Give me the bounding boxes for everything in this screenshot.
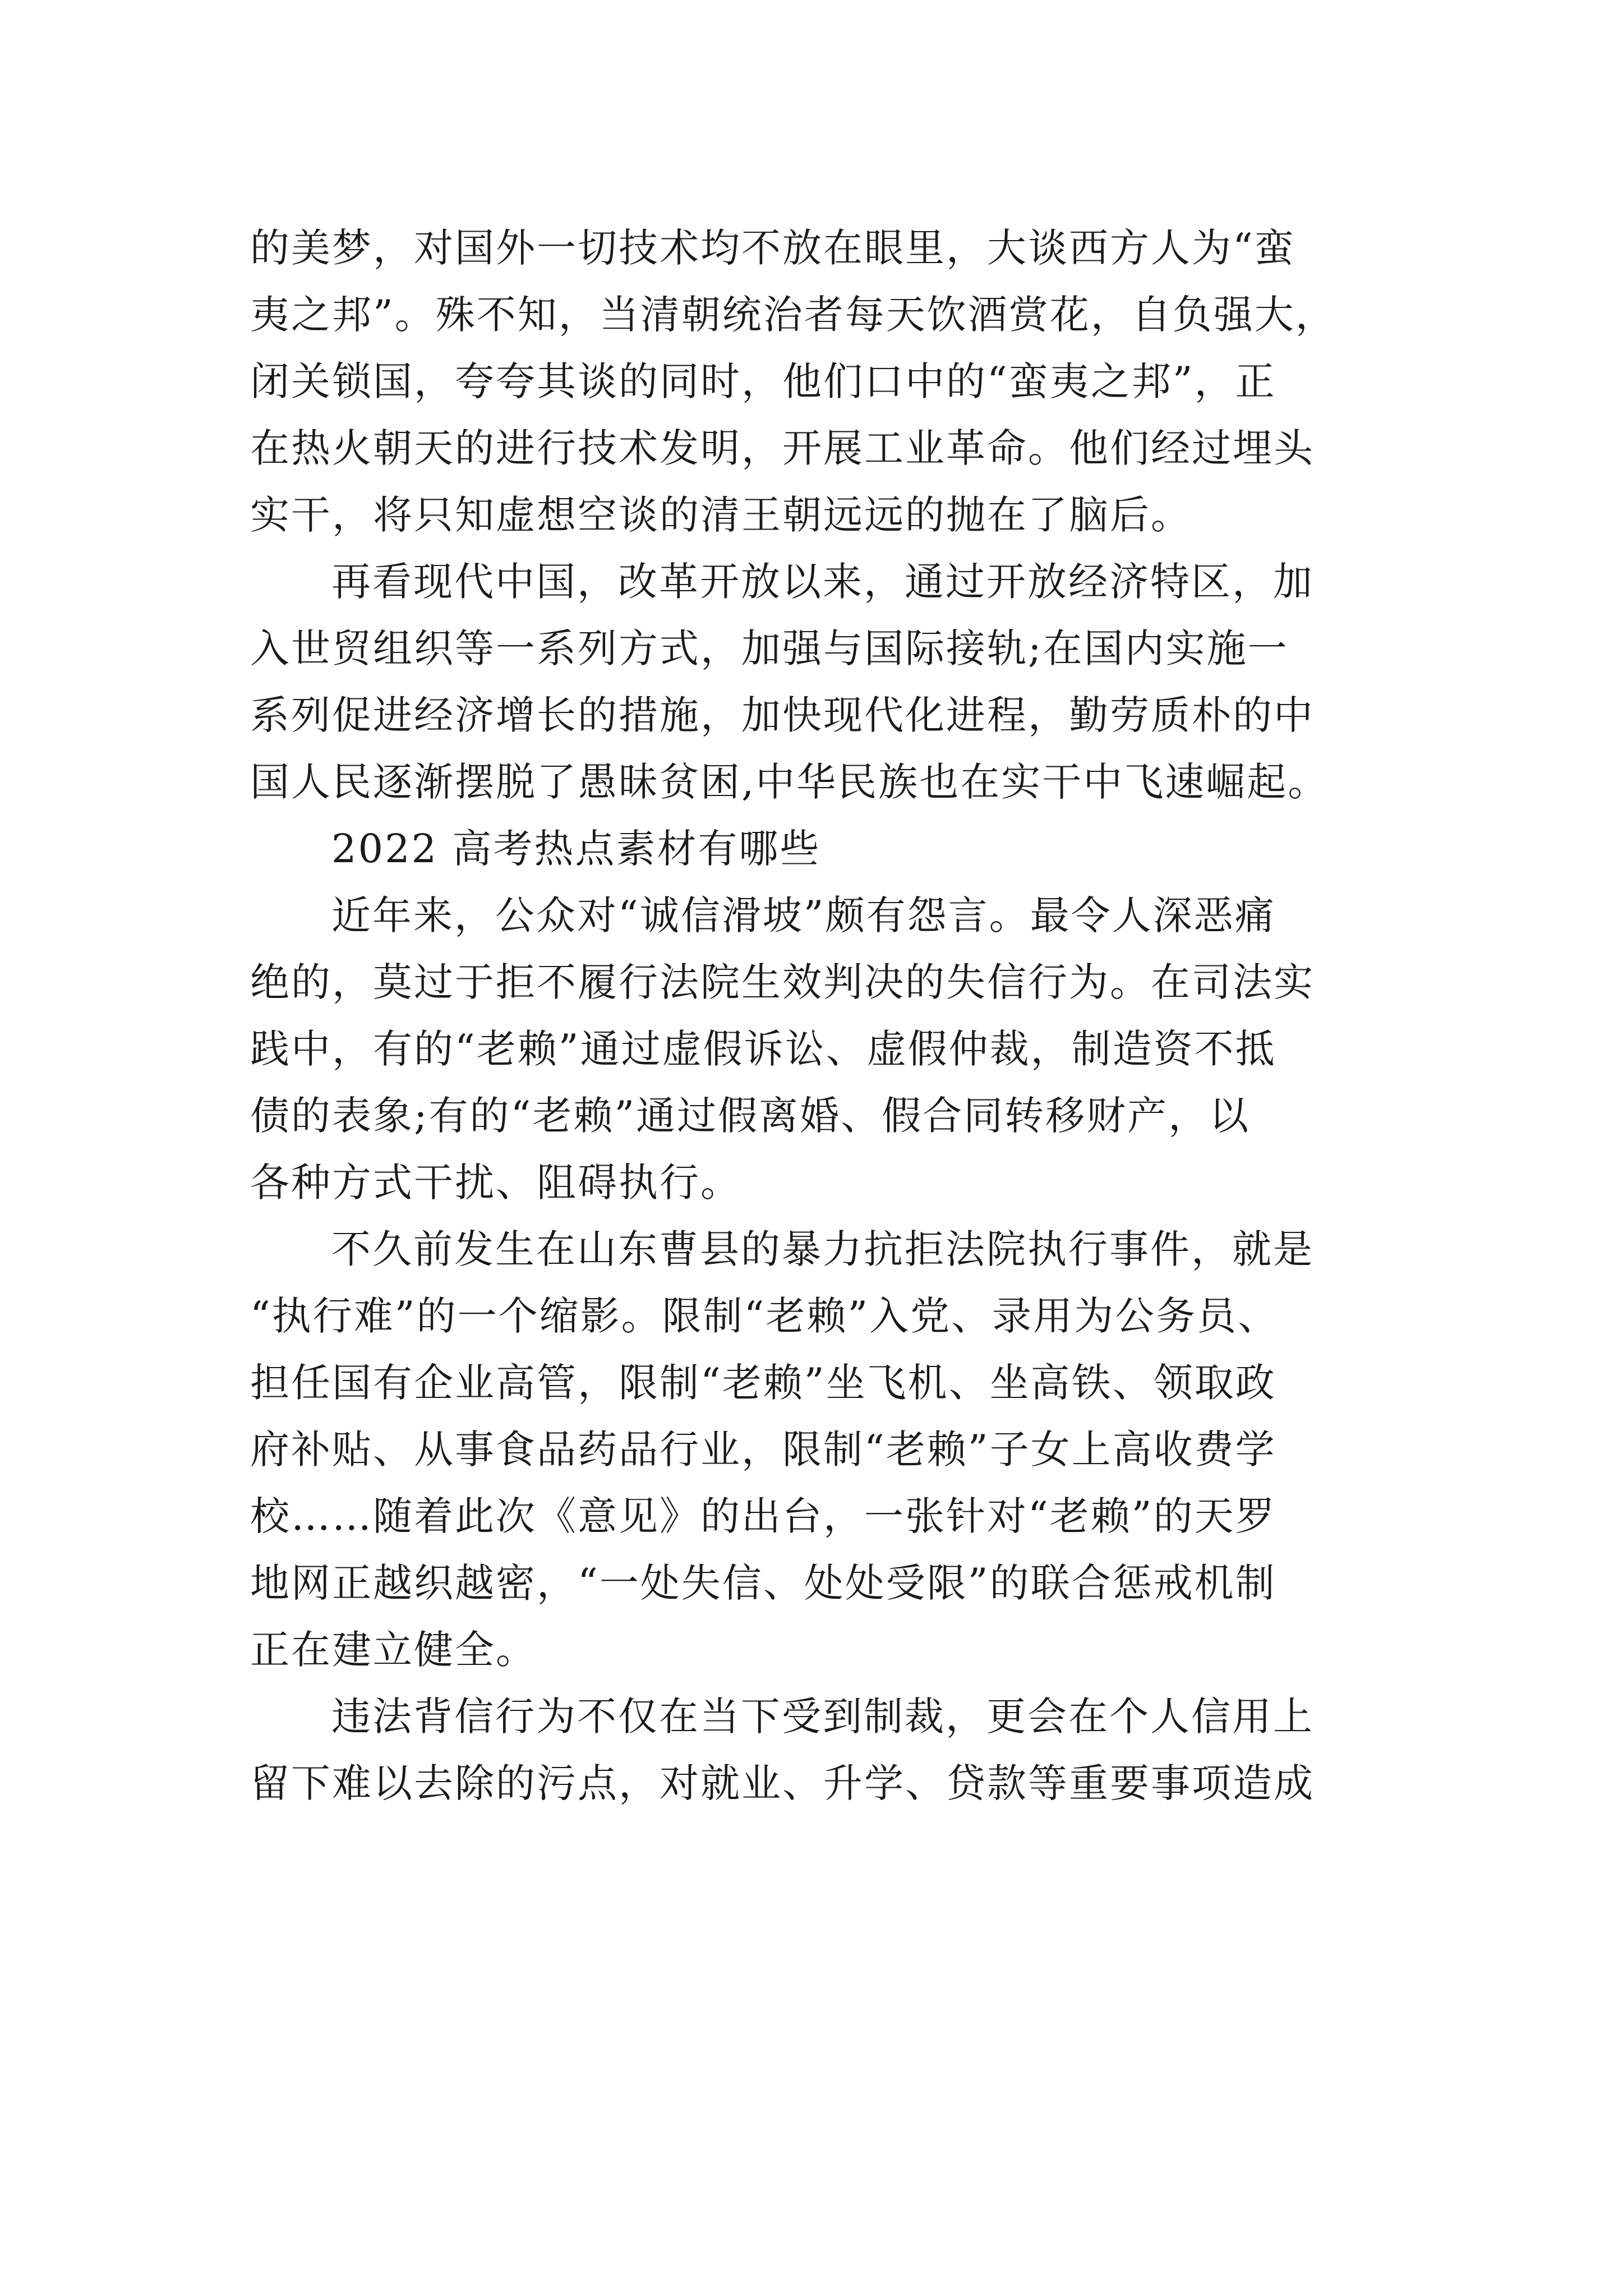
text-line: 践中，有的“老赖”通过虚假诉讼、虚假仲裁，制造资不抵 — [250, 1026, 1276, 1072]
text-line: 的美梦，对国外一切技术均不放在眼里，大谈西方人为“蛮 — [250, 225, 1295, 271]
body-text — [250, 217, 1389, 1819]
text-line: 正在建立健全。 — [250, 1627, 537, 1673]
text-line: 实干，将只知虚想空谈的清王朝远远的抛在了脑后。 — [250, 492, 1192, 538]
text-line: 入世贸组织等一系列方式，加强与国际接轨;在国内实施一 — [250, 625, 1289, 671]
text-line: 系列促进经济增长的措施，加快现代化进程，勤劳质朴的中 — [250, 692, 1315, 738]
text-line: 地网正越织越密，“一处失信、处处受限”的联合惩戒机制 — [250, 1560, 1276, 1606]
text-line: 担任国有企业高管，限制“老赖”坐飞机、坐高铁、领取政 — [250, 1360, 1276, 1406]
text-line: 闭关锁国，夸夸其谈的同时，他们口中的“蛮夷之邦”，正 — [250, 358, 1276, 404]
text-line: 校……随着此次《意见》的出台，一张针对“老赖”的天罗 — [250, 1493, 1276, 1539]
text-line: 各种方式干扰、阻碍执行。 — [250, 1159, 741, 1205]
text-line: 债的表象;有的“老赖”通过假离婚、假合同转移财产，以 — [250, 1093, 1251, 1139]
text-line: 留下难以去除的污点，对就业、升学、贷款等重要事项造成 — [250, 1760, 1315, 1806]
paragraph-start-line: 不久前发生在山东曹县的暴力抗拒法院执行事件，就是 — [331, 1226, 1314, 1272]
text-line: 国人民逐渐摆脱了愚昧贫困,中华民族也在实干中飞速崛起。 — [250, 759, 1329, 805]
paragraph-start-line: 再看现代中国，改革开放以来，通过开放经济特区，加 — [331, 559, 1314, 605]
paragraph-start-line: 违法背信行为不仅在当下受到制裁，更会在个人信用上 — [331, 1694, 1314, 1740]
text-line: 绝的，莫过于拒不履行法院生效判决的失信行为。在司法实 — [250, 959, 1315, 1005]
section-heading: 2022 高考热点素材有哪些 — [331, 826, 821, 872]
text-line: 夷之邦”。殊不知，当清朝统治者每天饮酒赏花，自负强大， — [250, 292, 1336, 338]
text-line: 在热火朝天的进行技术发明，开展工业革命。他们经过埋头 — [250, 425, 1315, 471]
paragraph-start-line: 近年来，公众对“诚信滑坡”颇有怨言。最令人深恶痛 — [331, 892, 1276, 938]
text-line: “执行难”的一个缩影。限制“老赖”入党、录用为公务员、 — [250, 1293, 1279, 1339]
text-line: 府补贴、从事食品药品行业，限制“老赖”子女上高收费学 — [250, 1427, 1276, 1473]
